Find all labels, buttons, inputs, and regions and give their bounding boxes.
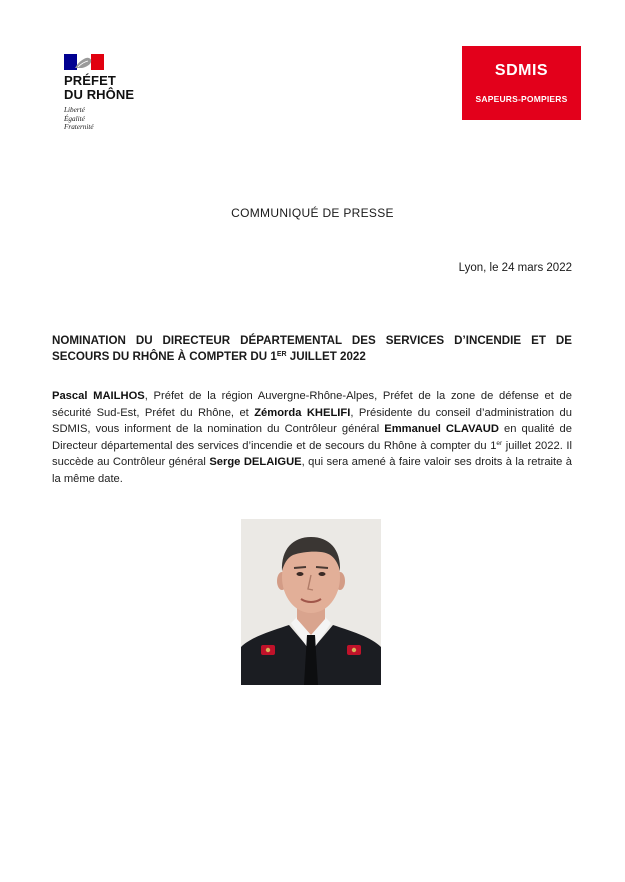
prefet-logo xyxy=(64,54,174,132)
document-type: COMMUNIQUÉ DE PRESSE xyxy=(231,206,394,220)
heading-superscript: ER xyxy=(276,351,287,358)
devise-fraternite: Fraternité xyxy=(64,123,94,131)
prefet-title xyxy=(64,74,174,102)
press-release-heading xyxy=(52,333,572,365)
body-text: , Présidente du conseil d’administration du SDMIS, vous informent de la nomination du Contrôleur général xyxy=(52,406,572,435)
prefet-title-line1: PRÉFET xyxy=(64,73,116,88)
person-name: Zémorda KHELIFI xyxy=(254,406,351,419)
prefet-title-line2: DU RHÔNE xyxy=(64,87,135,102)
devise xyxy=(64,106,174,132)
devise-egalite: Égalité xyxy=(64,114,85,123)
person-name: Pascal MAILHOS xyxy=(52,390,145,402)
body-superscript: er xyxy=(496,439,503,447)
sdmis-title: SDMIS xyxy=(494,62,549,79)
marianne-icon xyxy=(64,54,104,70)
body-text: , Préfet de la région Auvergne-Rhône-Alpes, Préfet de la zone de défense et de sécurité Sud-Est, Préfet du Rhône, et xyxy=(52,390,572,419)
body-text: en qualité de Directeur départemental des services d’incendie et de secours du Rhône à compter du 1 xyxy=(52,423,572,452)
body-text: juillet 2022. Il succède au Contrôleur général xyxy=(52,439,572,468)
portrait-photo xyxy=(241,519,381,685)
sdmis-subtitle: SAPEURS-POMPIERS xyxy=(475,94,568,104)
heading-main: NOMINATION DU DIRECTEUR DÉPARTEMENTAL DES SERVICES D’INCENDIE ET DE SECOURS DU RHÔNE À COMPTER DU 1 xyxy=(52,334,572,363)
portrait-illustration xyxy=(241,519,381,685)
person-name: Serge DELAIGUE xyxy=(209,456,302,468)
devise-liberte: Liberté xyxy=(64,106,85,114)
heading-end: JUILLET 2022 xyxy=(286,350,366,363)
press-release-body xyxy=(52,388,572,487)
person-name: Emmanuel CLAVAUD xyxy=(384,423,499,435)
document-date: Lyon, le 24 mars 2022 xyxy=(458,262,572,274)
body-text: , qui sera amené à faire valoir ses droits à la retraite à la même date. xyxy=(52,456,572,485)
sdmis-logo xyxy=(462,46,581,120)
